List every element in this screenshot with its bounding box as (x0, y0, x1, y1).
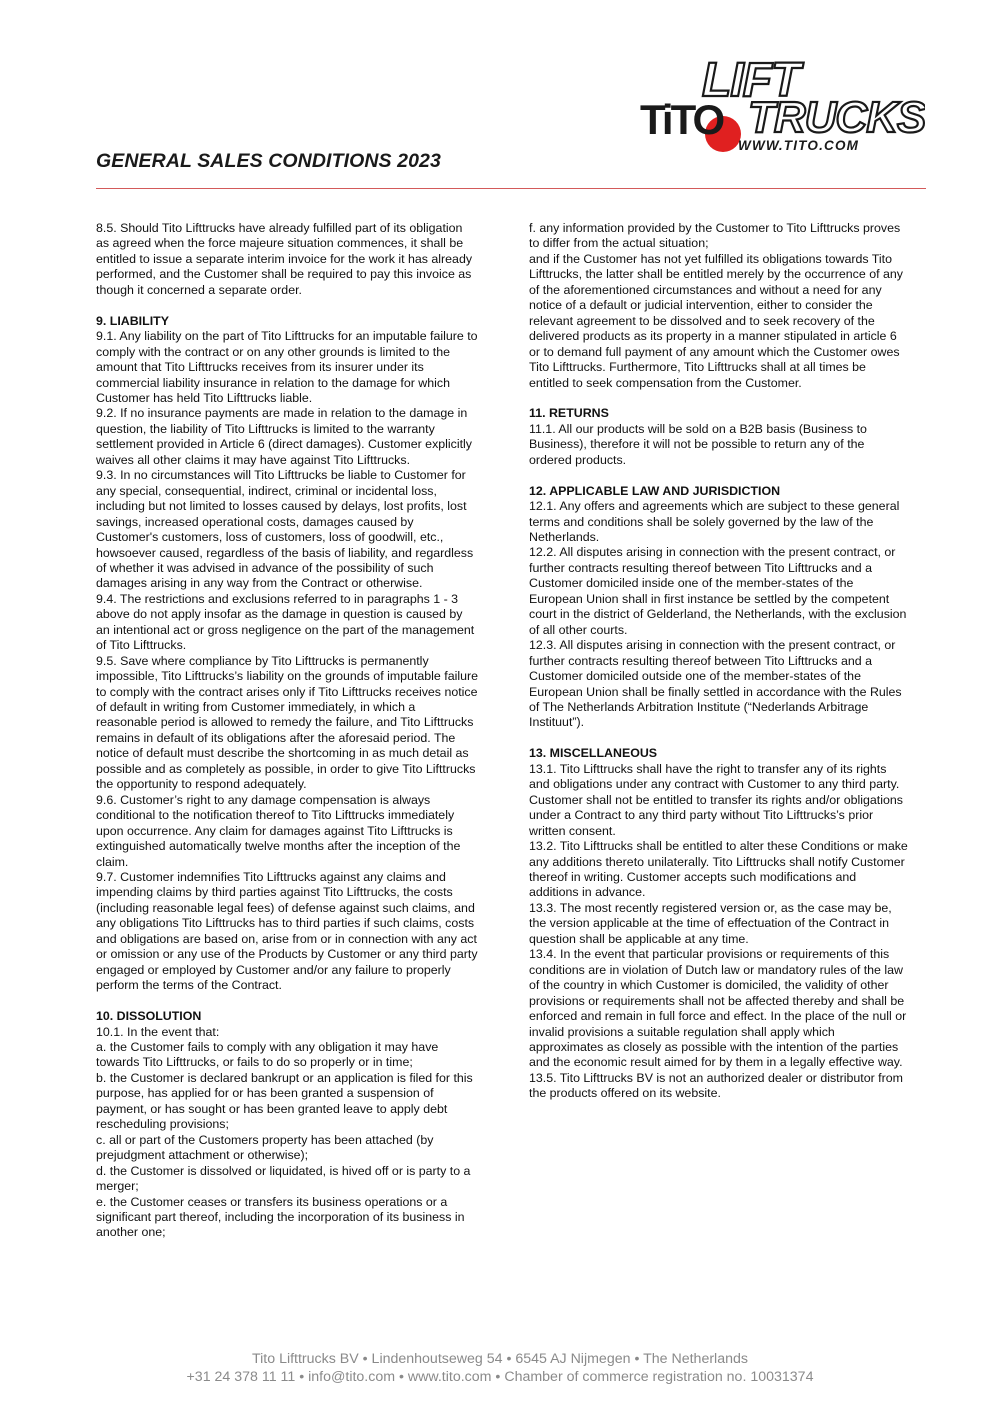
clause-paragraph: 13.2. Tito Lifttrucks shall be entitled to alter these Conditions or make any additions thereto unilaterally. Tito Lifttrucks shall notify Customer thereof in writing. Customer accepts such modifications and additions in advance. (529, 839, 908, 900)
footer-contact: +31 24 378 11 11 • info@tito.com • www.tito.com • Chamber of commerce registration no. 10031374 (186, 1369, 814, 1385)
logo-lift-text: LIFT (702, 54, 800, 107)
clause-paragraph: a. the Customer fails to comply with any obligation it may have towards Tito Lifttrucks, or fails to do so properly or in time; (96, 1039, 439, 1070)
clause-paragraph: c. all or part of the Customers property has been attached (by prejudgment attachment or otherwise); (96, 1132, 434, 1163)
clause-paragraph: 12.1. Any offers and agreements which are subject to these general terms and conditions shall be solely governed by the law of the Netherlands. (529, 499, 900, 545)
clause-paragraph: 13.5. Tito Lifttrucks BV is not an authorized dealer or distributor from the products offered on its website. (529, 1070, 903, 1101)
left-text-column (96, 221, 478, 1241)
paragraph-spacer (96, 298, 478, 313)
paragraph-spacer (529, 391, 909, 406)
paragraph-spacer (96, 994, 478, 1009)
section-heading: 12. APPLICABLE LAW AND JURISDICTION (529, 483, 781, 498)
section-heading: 11. RETURNS (529, 406, 609, 421)
clause-paragraph: 9.1. Any liability on the part of Tito Lifttrucks for an imputable failure to comply with the contract or on any other grounds is limited to the amount that Tito Lifttrucks receives from its insurer under its commercial liability insurance in relation to the damage for which Customer has held Tito Lifttrucks liable. (96, 329, 478, 405)
clause-paragraph: f. any information provided by the Customer to Tito Lifttrucks proves to differ from the actual situation; (529, 221, 901, 251)
clause-paragraph: e. the Customer ceases or transfers its business operations or a significant part thereof, including the incorporation of its business in another one; (96, 1194, 465, 1240)
clause-paragraph: 10.1. In the event that: (96, 1024, 220, 1039)
paragraph-spacer (529, 731, 909, 746)
clause-paragraph: 9.3. In no circumstances will Tito Lifttrucks be liable to Customer for any special, consequential, indirect, criminal or incidental loss, including but not limited to losses caused by delays, lost profits, lost savings, increased operational costs, damages caused by Customer's customers, loss of customers, loss of goodwill, etc., howsoever caused, regardless of the basis of liability, and regardless of whether it was advised in advance of the possibility of such damages arising in any way from the Contract or otherwise. (96, 468, 474, 591)
clause-paragraph: 8.5. Should Tito Lifttrucks have already fulfilled part of its obligation as agreed when the force majeure situation commences, it shall be entitled to issue a separate interim invoice for the work it has already performed, and the Customer shall be required to pay this invoice as though it concerned a separate order. (96, 221, 473, 297)
clause-paragraph: 11.1. All our products will be sold on a B2B basis (Business to Business), therefore it will not be possible to return any of the ordered products. (529, 421, 867, 467)
clause-paragraph: 9.5. Save where compliance by Tito Lifttrucks is permanently impossible, Tito Lifttrucks’s liability on the grounds of imputable failure to comply with the contract arises only if Tito Lifttrucks receives notice of default in writing from Customer immediately, in which a reasonable period is allowed to remedy the failure, and Tito Lifttrucks remains in default of its obligations after the aforesaid period. The notice of default must describe the shortcoming in as much detail as possible and as completely as possible, in order to give Tito Lifttrucks the opportunity to respond adequately. (96, 653, 479, 792)
logo-trucks-text: TRUCKS (748, 93, 925, 142)
section-heading: 10. DISSOLUTION (96, 1009, 202, 1024)
clause-paragraph: 12.2. All disputes arising in connection with the present contract, or further contracts resulting thereof between Tito Lifttrucks and a Customer domiciled inside one of the member-states of the European Union shall in first instance be settled by the competent court in the district of Gelderland, the Netherlands, with the exclusion of all other courts. (529, 545, 907, 637)
section-heading: 13. MISCELLANEOUS (529, 746, 658, 761)
clause-paragraph: 13.4. In the event that particular provisions or requirements of this conditions are in violation of Dutch law or mandatory rules of the law of the country in which Customer is domiciled, the validity of other provisions or requirements shall not be affected thereby and shall be enforced and remain in full force and effect. In the place of the null or invalid provisions a suitable regulation shall apply which approximates as closely as possible with the intention of the parties and the economic result aimed for by them in a legally effective way. (529, 947, 907, 1070)
right-text-column (529, 221, 909, 1102)
header-divider (96, 188, 926, 189)
clause-paragraph: 13.1. Tito Lifttrucks shall have the right to transfer any of its rights and obligations under any contract with Customer to any third party. Customer shall not be entitled to transfer its rights and/or obligations under a Contract to any third party without Tito Lifttrucks’s prior written consent. (529, 761, 903, 838)
logo-website-text: WWW.TITO.COM (738, 138, 860, 153)
logo-brand-text: TiTO (640, 96, 723, 143)
page-title: GENERAL SALES CONDITIONS 2023 (96, 150, 441, 172)
clause-paragraph: 13.3. The most recently registered version or, as the case may be, the version applicable at the time of effectuation of the Contract in question shall be applicable at any time. (529, 900, 892, 946)
clause-paragraph: 9.2. If no insurance payments are made in relation to the damage in question, the liability of Tito Lifttrucks is limited to the warranty settlement provided in Article 6 (direct damages). Customer explicitly waives all other claims it may have against Tito Lifttrucks. (96, 406, 473, 467)
clause-paragraph: 9.7. Customer indemnifies Tito Lifttrucks against any claims and impending claims by third parties against Tito Lifttrucks, the costs (including reasonable legal fees) of defense against such claims, and any obligations Tito Lifttrucks has to third parties if such claims, costs and obligations are based on, arise from or in connection with any act or omission or any use of the Products by Customer or any third party engaged or employed by Customer and/or any failure to properly perform the terms of the Contract. (96, 870, 478, 993)
clause-paragraph: and if the Customer has not yet fulfilled its obligations towards Tito Lifttrucks, the latter shall be entitled merely by the occurrence of any of the aforementioned circumstances and without a need for any notice of a default or judicial intervention, either to consider the relevant agreement to be dissolved and to seek recovery of the delivered products as its property in a manner stipulated in article 6 or to demand full payment of any amount which the Customer owes Tito Lifttrucks. Furthermore, Tito Lifttrucks shall at all times be entitled to seek compensation from the Customer. (529, 251, 903, 390)
paragraph-spacer (529, 468, 909, 483)
clause-paragraph: 9.6. Customer’s right to any damage compensation is always conditional to the notification thereof to Tito Lifttrucks immediately upon occurrence. Any claim for damages against Tito Lifttrucks is extinguished automatically twelve months after the inception of the claim. (96, 792, 461, 869)
clause-paragraph: d. the Customer is dissolved or liquidated, is hived off or is party to a merger; (96, 1163, 471, 1194)
clause-paragraph: b. the Customer is declared bankrupt or an application is filed for this purpose, has applied for or has been granted a suspension of payment, or has sought or has been granted leave to apply debt rescheduling provisions; (96, 1070, 473, 1132)
footer-address: Tito Lifttrucks BV • Lindenhoutseweg 54 • 6545 AJ Nijmegen • The Netherlands (252, 1351, 748, 1367)
section-heading: 9. LIABILITY (96, 313, 169, 328)
clause-paragraph: 12.3. All disputes arising in connection with the present contract, or further contracts resulting thereof between Tito Lifttrucks and a Customer domiciled outside one of the member-states of the European Union shall be finally settled in accordance with the Rules of The Netherlands Arbitration Institute (“Nederlands Arbitrage Instituut”). (529, 638, 902, 730)
clause-paragraph: 9.4. The restrictions and exclusions referred to in paragraphs 1 - 3 above do not apply insofar as the damage in question is caused by an intentional act or gross negligence on the part of the management of Tito Lifttrucks. (96, 591, 475, 653)
